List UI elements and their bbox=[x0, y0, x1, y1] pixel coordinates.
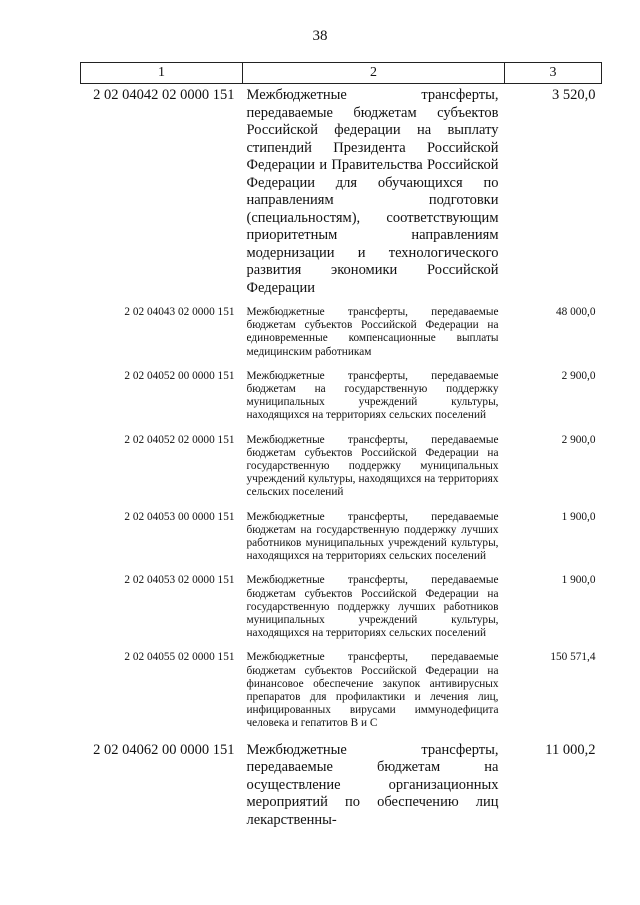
row-code: 2 02 04062 00 0000 151 bbox=[93, 741, 235, 758]
row-description: Межбюджетные трансферты, передаваемые бюджетам субъектов Российской Федерации на финансовое обеспечение закупок антивирусных препаратов для профилактики и лечения лиц, инфицированных вирусами иммунодефицита человека и гепатитов B и C bbox=[246, 651, 499, 730]
table-row bbox=[81, 739, 602, 836]
table-row bbox=[81, 84, 602, 304]
row-code: 2 02 04053 02 0000 151 bbox=[124, 574, 235, 587]
row-description: Межбюджетные трансферты, передаваемые бюджетам на осуществление организационных мероприятий по обеспечению лиц лекарственны- bbox=[246, 741, 499, 828]
row-description: Межбюджетные трансферты, передаваемые бюджетам субъектов Российской Федерации на единовременные компенсационные выплаты медицинским работникам bbox=[246, 306, 499, 358]
table-row bbox=[81, 571, 602, 648]
row-amount: 150 571,4 bbox=[550, 651, 596, 664]
row-code: 2 02 04042 02 0000 151 bbox=[93, 87, 235, 103]
row-description: Межбюджетные трансферты, передаваемые бюджетам на государственную поддержку муниципальных учреждений культуры, находящихся на территориях сельских поселений bbox=[246, 369, 499, 422]
row-amount: 2 900,0 bbox=[561, 433, 596, 446]
row-amount: 1 900,0 bbox=[561, 574, 596, 587]
row-code: 2 02 04052 00 0000 151 bbox=[124, 369, 235, 382]
row-amount: 11 000,2 bbox=[545, 741, 596, 758]
column-header-code: 1 bbox=[81, 63, 243, 84]
row-code: 2 02 04043 02 0000 151 bbox=[124, 306, 235, 318]
table-row bbox=[81, 431, 602, 508]
table-row bbox=[81, 508, 602, 572]
row-amount: 48 000,0 bbox=[555, 306, 596, 318]
page-number: 38 bbox=[312, 28, 328, 44]
row-description: Межбюджетные трансферты, передаваемые бюджетам на государственную поддержку лучших работников муниципальных учреждений культуры, находящихся на территориях сельских поселений bbox=[246, 510, 499, 563]
table-row bbox=[81, 648, 602, 738]
row-code: 2 02 04053 00 0000 151 bbox=[124, 510, 235, 523]
row-description: Межбюджетные трансферты, передаваемые бюджетам субъектов Российской Федерации на государственную поддержку лучших работников муниципальных учреждений культуры, находящихся на территориях сельских поселений bbox=[246, 574, 499, 640]
row-code: 2 02 04052 02 0000 151 bbox=[124, 433, 235, 446]
column-header-amount: 3 bbox=[505, 63, 602, 84]
column-header-row bbox=[81, 63, 602, 84]
row-description: Межбюджетные трансферты, передаваемые бюджетам субъектов Российской федерации на выплату стипендий Президента Российской Федерации и Правительства Российской Федерации для обучающихся по направлениям подготовки (специальностям), соответствующим приоритетным направлениям модернизации и технологического развития экономики Российской Федерации bbox=[246, 87, 499, 296]
row-description: Межбюджетные трансферты, передаваемые бюджетам субъектов Российской Федерации на государственную поддержку муниципальных учреждений культуры, находящихся на территориях сельских поселений bbox=[246, 433, 499, 499]
row-amount: 2 900,0 bbox=[561, 369, 596, 382]
column-header-description: 2 bbox=[243, 63, 505, 84]
row-amount: 3 520,0 bbox=[552, 87, 596, 103]
row-code: 2 02 04055 02 0000 151 bbox=[124, 651, 235, 664]
table-row bbox=[81, 367, 602, 431]
table-row bbox=[81, 303, 602, 367]
row-amount: 1 900,0 bbox=[561, 510, 596, 523]
budget-table bbox=[80, 62, 602, 835]
